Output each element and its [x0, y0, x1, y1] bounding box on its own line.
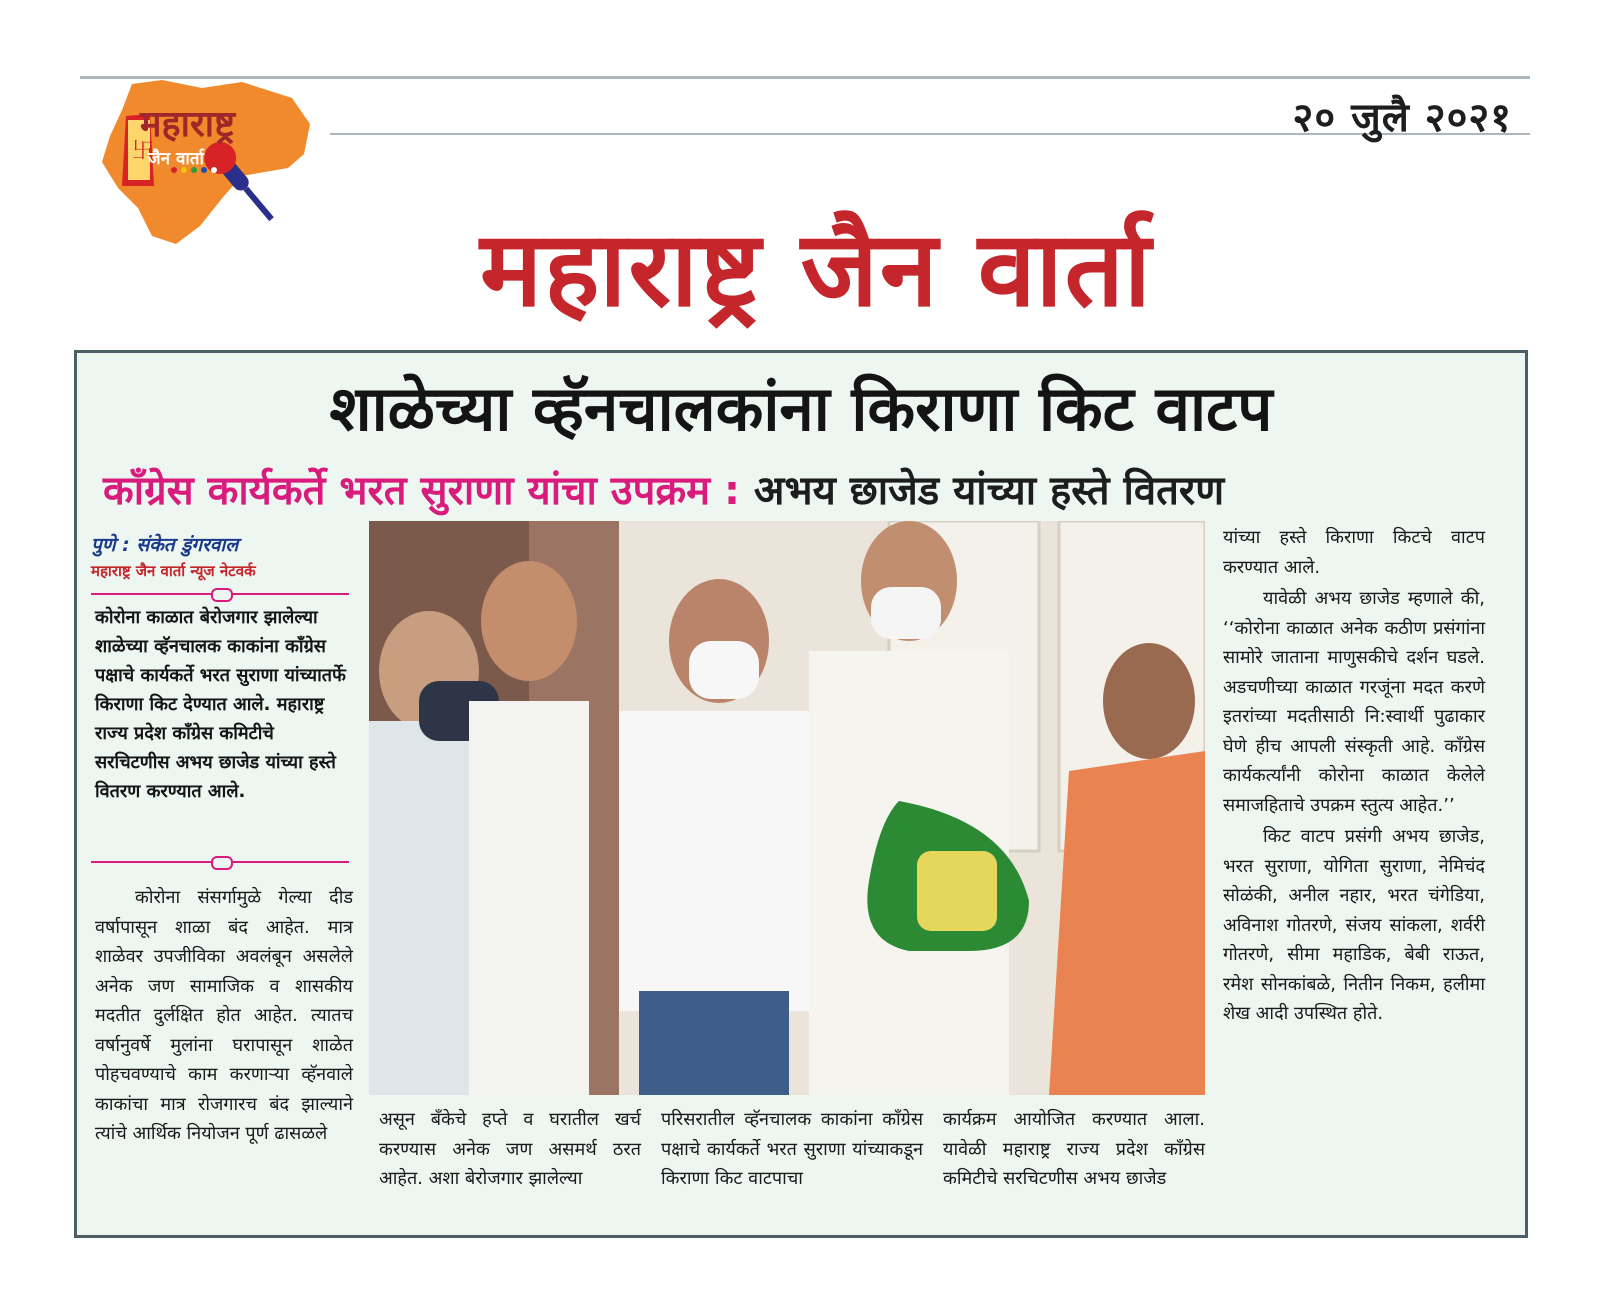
article-column-3: परिसरातील व्हॅनचालक काकांना काँग्रेस पक्षाचे कार्यकर्ते भरत सुराणा यांच्याकडून किराणा किट वाटपाचा — [661, 1109, 923, 1189]
divider-bottom — [91, 861, 349, 863]
subhead-black-part: अभय छाजेड यांच्या हस्ते वितरण — [753, 468, 1225, 514]
article-headline: शाळेच्या व्हॅनचालकांना किराणा किट वाटप — [329, 372, 1273, 445]
column-5-paragraph-2: यावेळी अभय छाजेड म्हणाले की, ‘‘कोरोना काळात अनेक कठीण प्रसंगांना सामोरे जाताना माणुसकीचे दर्शन घडले. अडचणीच्या काळात गरजूंना मदत करणे इतरांच्या मदतीसाठी नि:स्वार्थी पुढाकार घेणे हीच आपली संस्कृती आहे. काँग्रेस कार्यकर्त्यांनी कोरोना काळात केलेले समाजहिताचे उपक्रम स्तुत्य आहेत.’’ — [1223, 588, 1485, 816]
byline-place: पुणे : संकेत डुंगरवाल — [91, 534, 239, 556]
article-column-4: कार्यक्रम आयोजित करण्यात आला. यावेळी महाराष्ट्र राज्य प्रदेश काँग्रेस कमिटीचे सरचिटणीस अभय छाजेड — [943, 1109, 1205, 1189]
article-column-2: असून बँकेचे हप्ते व घरातील खर्च करण्यास अनेक जण असमर्थ ठरत आहेत. अशा बेरोजगार झालेल्या — [379, 1109, 641, 1189]
article-subhead — [103, 461, 1503, 516]
article-column-5 — [1223, 523, 1485, 1031]
masthead-title: महाराष्ट्र जैन वार्ता — [480, 208, 1153, 330]
issue-date: २० जुलै २०२१ — [1292, 95, 1512, 141]
byline — [91, 531, 353, 581]
column-5-paragraph-3: किट वाटप प्रसंगी अभय छाजेड, भरत सुराणा, योगिता सुराणा, नेमिचंद सोळंकी, अनील नहार, भरत चंगेडिया, अविनाश गोतरणे, संजय सांकला, शर्वरी गोतरणे, सीमा महाडिक, बेबी राऊत, रमेश सोनकांबळे, नितीन निकम, हलीमा शेख आदी उपस्थित होते. — [1223, 826, 1485, 1024]
article-box — [74, 350, 1528, 1238]
svg-text:卐: 卐 — [132, 139, 155, 164]
byline-network: महाराष्ट्र जैन वार्ता न्यूज नेटवर्क — [91, 562, 256, 580]
group-photo-image — [369, 521, 1205, 1095]
column-5-paragraph-1: यांच्या हस्ते किराणा किटचे वाटप करण्यात आले. — [1223, 527, 1485, 578]
article-column-1: कोरोना संसर्गामुळे गेल्या दीड वर्षापासून शाळा बंद आहेत. मात्र शाळेवर उपजीविका अवलंबून असलेले अनेक जण सामाजिक व शासकीय मदतीत दुर्लक्षित होत आहेत. त्यातच वर्षानुवर्षे मुलांना घरापासून शाळेत पोहचवण्याचे काम करणाऱ्या व्हॅनवाले काकांचा मात्र रोजगारच बंद झाल्याने त्यांचे आर्थिक नियोजन पूर्ण ढासळले — [95, 887, 353, 1144]
article-lead: कोरोना काळात बेरोजगार झालेल्या शाळेच्या व्हॅनचालक काकांना काँग्रेस पक्षाचे कार्यकर्ते भरत सुराणा यांच्यातर्फे किराणा किट देण्यात आले. महाराष्ट्र राज्य प्रदेश काँग्रेस कमिटीचे सरचिटणीस अभय छाजेड यांच्या हस्ते वितरण करण्यात आले. — [95, 607, 346, 802]
news-photo — [369, 521, 1205, 1095]
divider-knot — [211, 588, 233, 602]
logo-title: महाराष्ट्र — [140, 103, 236, 145]
divider-knot — [211, 856, 233, 870]
logo-subtitle: जैन वार्ता — [148, 149, 204, 169]
subhead-pink-part: काँग्रेस कार्यकर्ते भरत सुराणा यांचा उपक्रम : — [103, 468, 740, 514]
divider-top — [91, 593, 349, 595]
